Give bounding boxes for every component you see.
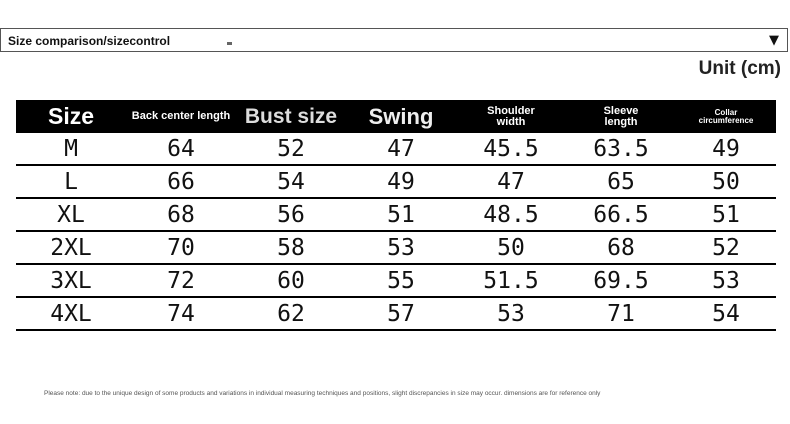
table-cell: 66 <box>126 165 236 198</box>
table-cell: 68 <box>126 198 236 231</box>
table-cell: 64 <box>126 133 236 165</box>
table-row <box>16 133 776 165</box>
cursor-mark <box>227 42 232 45</box>
table-cell: 54 <box>236 165 346 198</box>
table-cell: 70 <box>126 231 236 264</box>
table-cell: 51.5 <box>456 264 566 297</box>
column-header-shoulder-width: Shoulder width <box>456 100 566 133</box>
table-cell: 55 <box>346 264 456 297</box>
column-header-swing: Swing <box>346 100 456 133</box>
table-cell: 72 <box>126 264 236 297</box>
table-cell: 52 <box>236 133 346 165</box>
dropdown-title: Size comparison/sizecontrol <box>8 34 171 48</box>
table-cell: 62 <box>236 297 346 330</box>
table-cell: 54 <box>676 297 776 330</box>
table-cell: M <box>16 133 126 165</box>
table-cell: 71 <box>566 297 676 330</box>
table-row <box>16 297 776 330</box>
table-row <box>16 165 776 198</box>
table-cell: 48.5 <box>456 198 566 231</box>
table-cell: L <box>16 165 126 198</box>
table-cell: 47 <box>456 165 566 198</box>
table-row <box>16 231 776 264</box>
table-cell: 53 <box>456 297 566 330</box>
size-chart-table <box>16 100 776 331</box>
column-header-bust-size: Bust size <box>236 100 346 133</box>
column-header-sleeve-length: Sleeve length <box>566 100 676 133</box>
table-cell: 49 <box>676 133 776 165</box>
table-cell: 57 <box>346 297 456 330</box>
table-cell: 53 <box>346 231 456 264</box>
table-cell: 58 <box>236 231 346 264</box>
triangle-down-icon[interactable]: ▼ <box>769 33 779 48</box>
table-cell: 66.5 <box>566 198 676 231</box>
size-dropdown[interactable] <box>0 28 788 52</box>
table-cell: 45.5 <box>456 133 566 165</box>
table-cell: 60 <box>236 264 346 297</box>
table-cell: 69.5 <box>566 264 676 297</box>
table-row <box>16 198 776 231</box>
table-cell: 53 <box>676 264 776 297</box>
unit-label: Unit (cm) <box>698 58 781 79</box>
table-cell: 63.5 <box>566 133 676 165</box>
table-cell: 74 <box>126 297 236 330</box>
table-cell: 3XL <box>16 264 126 297</box>
column-header-size: Size <box>16 100 126 133</box>
table-cell: 52 <box>676 231 776 264</box>
table-cell: 68 <box>566 231 676 264</box>
column-header-collar-circumference: Collar circumference <box>676 100 776 133</box>
table-cell: 2XL <box>16 231 126 264</box>
disclaimer-note: Please note: due to the unique design of some products and variations in individual measuring techniques and positions, slight discrepancies in size may occur. dimensions are for reference only <box>44 390 601 397</box>
table-cell: 47 <box>346 133 456 165</box>
table-cell: 65 <box>566 165 676 198</box>
table-cell: 56 <box>236 198 346 231</box>
table-row <box>16 264 776 297</box>
table-cell: 49 <box>346 165 456 198</box>
table-cell: XL <box>16 198 126 231</box>
table-cell: 4XL <box>16 297 126 330</box>
table-cell: 51 <box>346 198 456 231</box>
table-cell: 51 <box>676 198 776 231</box>
column-header-back-center-length: Back center length <box>126 100 236 133</box>
table-cell: 50 <box>676 165 776 198</box>
table-cell: 50 <box>456 231 566 264</box>
table-header-row <box>16 100 776 133</box>
